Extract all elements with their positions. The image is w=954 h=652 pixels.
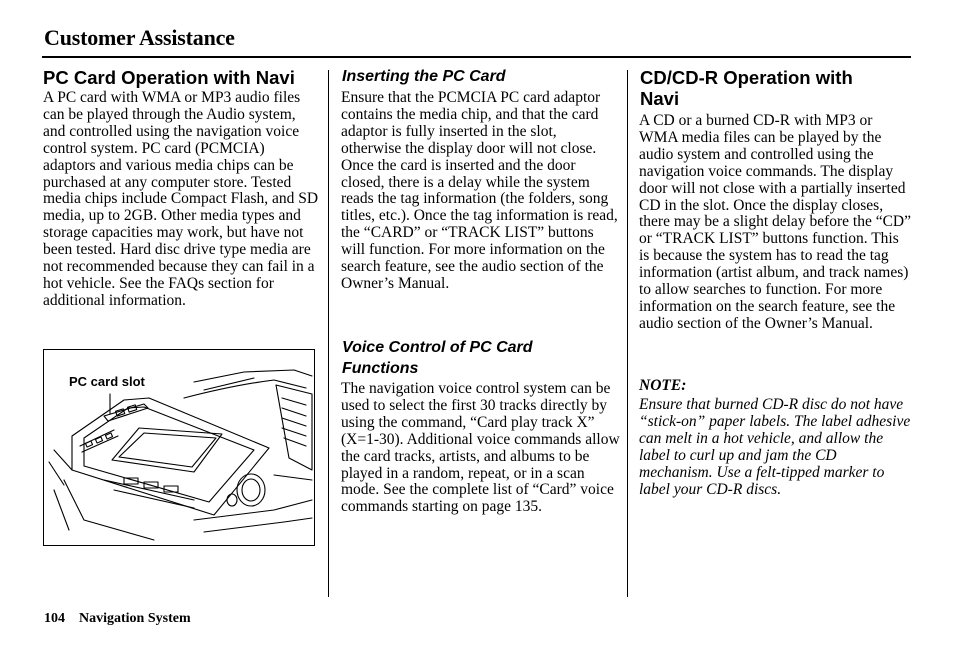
inserting-pc-card-heading: Inserting the PC Card [342,68,506,85]
note-label: NOTE: [639,377,687,394]
pc-card-slot-label: PC card slot [69,374,145,389]
inserting-pc-card-body: Ensure that the PCMCIA PC card adaptor contains the media chip, and that the card adaptor is fully inserted in the slot, otherwise the display door will not close. Once the card is inserted and the door closed, there is a delay while the system reads the tag information (the folders, song titles, etc.). Once the tag information is read, the “CARD” or “TRACK LIST” buttons will function. For more information on the search feature, see the audio section of the Owner’s Manual. [341,89,618,292]
cd-operation-body: A CD or a burned CD-R with MP3 or WMA media files can be played by the audio system and controlled using the navigation voice commands. The display door will not close with a partially inserted CD in the slot. Once the display closes, there may be a slight delay before the “CD” or “TRACK LIST” buttons function. This is because the system has to read the tag information (artist album, and track names) to allow searches to function. For more information on the search feature, see the audio section of the Owner’s Manual. [639,112,911,332]
voice-control-body: The navigation voice control system can be used to select the first 30 tracks directly by using the command, “Card play track X” (X=1-30). Additional voice commands allow the card tracks, artists, and albums to be played in a random, repeat, or in a scan mode. See the complete list of “Card” voice commands starting on page 135. [341,380,620,516]
voice-control-heading: Voice Control of PC Card Functions [342,339,533,377]
cd-operation-heading: CD/CD-R Operation with Navi [640,67,853,109]
footer-section-title: Navigation System [79,611,191,626]
page-title: Customer Assistance [44,25,235,50]
column-divider-left [328,70,329,597]
pc-card-heading: PC Card Operation with Navi [43,67,295,88]
pc-card-body: A PC card with WMA or MP3 audio files can be played through the Audio system, and controlled using the navigation voice control system. PC card (PCMCIA) adaptors and various media chips can be purchased at any computer store. Tested media chips include Compact Flash, and SD media, up to 2GB. Other media types and storage capacities may work, but have not been tested. Hard disc drive type media are not recommended because they can fail in a hot vehicle. See the FAQs section for additional information. [43,89,319,309]
pc-card-slot-figure [43,349,315,546]
note-body: Ensure that burned CD-R disc do not have “stick-on” paper labels. The label adhesive can melt in a hot vehicle, and allow the label to curl up and jam the CD mechanism. Use a felt-tipped marker to label your CD-R discs. [639,396,911,498]
column-divider-right [627,70,628,597]
page-number: 104 [44,611,65,626]
title-rule [42,56,911,58]
